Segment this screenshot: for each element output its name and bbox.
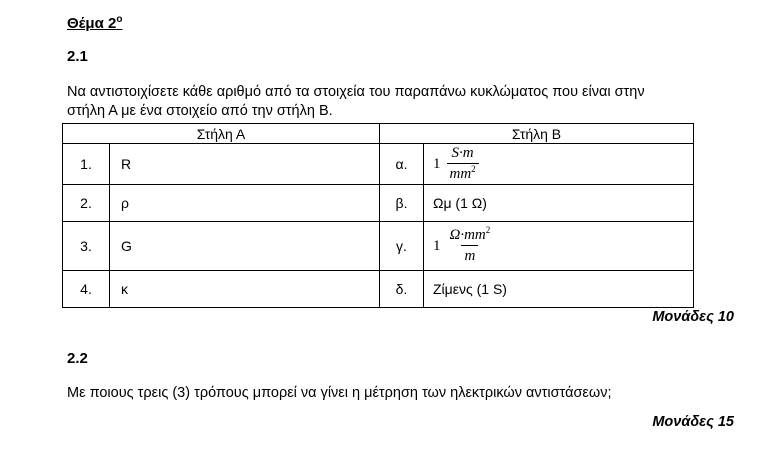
column-a-header: Στήλη Α: [63, 124, 380, 144]
table-row: [63, 222, 694, 271]
column-a-item: κ: [110, 271, 380, 308]
denominator-exponent: 2: [471, 164, 476, 174]
unit-fraction-gamma: [433, 227, 493, 265]
column-b-letter: α.: [380, 144, 424, 185]
fraction-denominator: $mm^2$: [447, 163, 479, 183]
column-b-letter: β.: [380, 185, 424, 222]
row-number: 1.: [63, 144, 110, 185]
section-2-2-number: 2.2: [67, 350, 88, 367]
fraction-coefficient: 1: [433, 237, 441, 254]
fraction-coefficient: 1: [433, 155, 441, 172]
instruction-line-2: στήλη Α με ένα στοιχείο από την στήλη Β.: [67, 103, 333, 119]
instruction-text: [67, 82, 645, 121]
column-a-item: R: [110, 144, 380, 185]
section-2-2-marks: Μονάδες 15: [652, 414, 734, 430]
fraction-denominator: m: [461, 245, 478, 265]
table-row: [63, 271, 694, 308]
topic-heading: Θέμα $2^o$: [67, 14, 123, 32]
column-b-value: [424, 144, 694, 185]
column-b-letter: δ.: [380, 271, 424, 308]
column-a-item: G: [110, 222, 380, 271]
row-number: 4.: [63, 271, 110, 308]
table-row: [63, 185, 694, 222]
row-number: 3.: [63, 222, 110, 271]
column-b-letter: γ.: [380, 222, 424, 271]
instruction-line-1: Να αντιστοιχίσετε κάθε αριθμό από τα στοιχεία του παραπάνω κυκλώματος που είναι στην: [67, 84, 645, 100]
section-2-1-marks: Μονάδες 10: [652, 309, 734, 325]
section-2-1-number: 2.1: [67, 48, 88, 65]
column-b-header: Στήλη Β: [380, 124, 694, 144]
heading-superscript: ο: [116, 14, 123, 25]
fraction-numerator: $\Omega\cdot mm^2$: [449, 225, 491, 243]
column-a-item: ρ: [110, 185, 380, 222]
column-b-value: Ζίμενς (1 S): [424, 271, 694, 308]
column-b-value: [424, 222, 694, 271]
numerator-exponent: 2: [485, 225, 491, 235]
unit-fraction-alpha: [433, 145, 479, 183]
section-2-2-question: Με ποιους τρεις (3) τρόπους μπορεί να γίνει η μέτρηση των ηλεκτρικών αντιστάσεων;: [67, 385, 612, 401]
matching-table: [62, 123, 694, 308]
row-number: 2.: [63, 185, 110, 222]
fraction-numerator: S·m: [451, 145, 474, 161]
table-header-row: [63, 124, 694, 144]
column-b-value: Ωμ (1 Ω): [424, 185, 694, 222]
table-row: [63, 144, 694, 185]
